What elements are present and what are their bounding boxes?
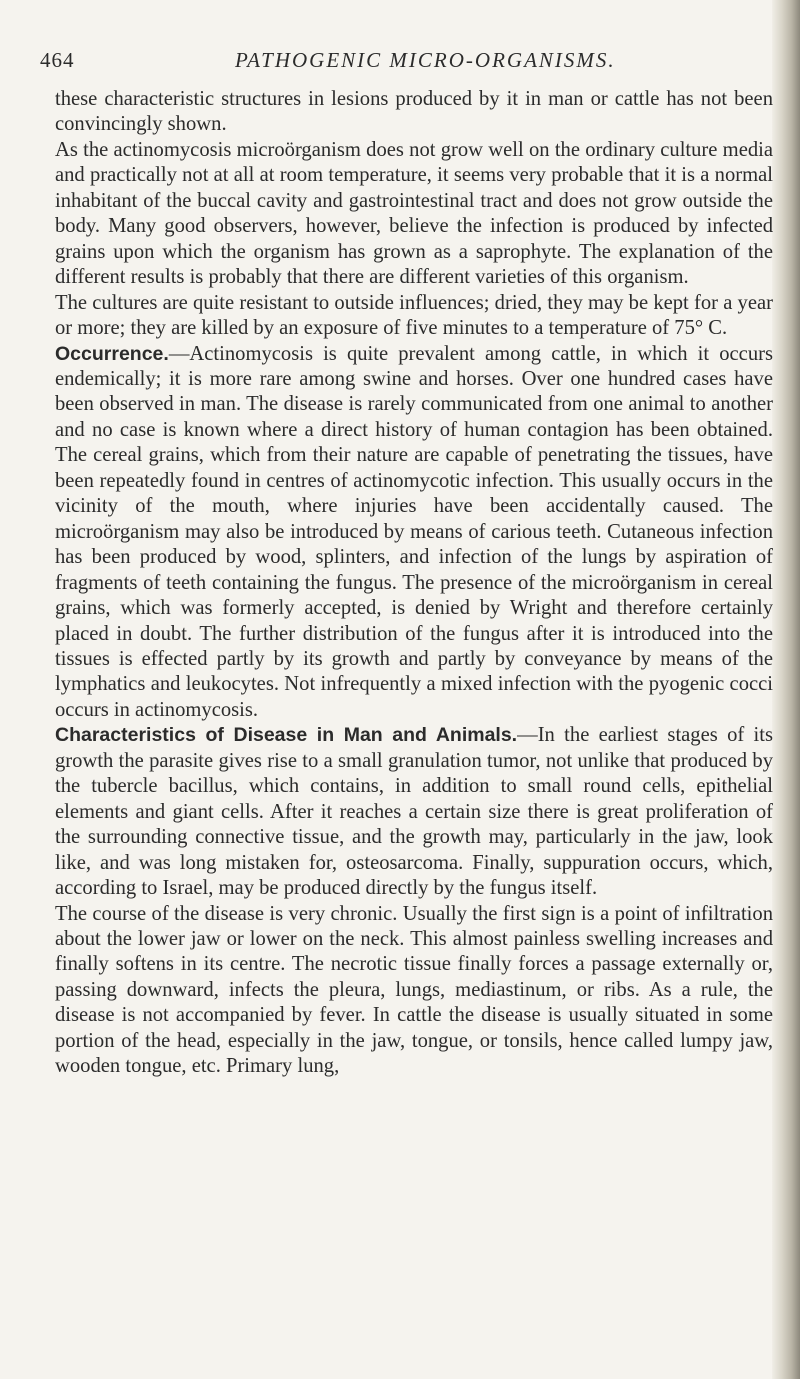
paragraph-text: —Actinomycosis is quite prevalent among cattle, in which it occurs endemically; it is more rare among swine and horses. Over one hundred cases have been observed in man. The disease is rarely communicated from one animal to another and no case is known where a direct history of human contagion has been obtained. The cereal grains, which from their nature are capable of penetrating the tissues, have been repeatedly found in centres of actinomycotic infection. This usually occurs in the vicinity of the mouth, where injuries have been accidentally caused. The microörganism may also be introduced by means of carious teeth. Cutaneous infection has been produced by wood, splinters, and infection of the lungs by aspiration of fragments of teeth containing the fungus. The presence of the microörganism in cereal grains, which was formerly accepted, is denied by Wright and therefore certainly placed in doubt. The further distribution of the fungus after it is introduced into the tissues is effected partly by its growth and partly by conveyance by means of the lymphatics and leukocytes. Not infrequently a mixed infection with the pyogenic cocci occurs in actinomycosis. [55,342,773,721]
section-heading-occurrence: Occurrence. [55,342,169,365]
paragraph [55,87,773,138]
page-number: 464 [40,48,75,72]
paragraph [55,138,773,291]
paragraph-characteristics [55,723,773,901]
paragraph [55,902,773,1080]
paragraph-text: these characteristic structures in lesions produced by it in man or cattle has not been convincingly shown. [55,88,773,136]
running-head-title: PATHOGENIC MICRO-ORGANISMS. [235,48,616,72]
paragraph-occurrence [55,342,773,724]
paragraph-text: The cultures are quite resistant to outside influences; dried, they may be kept for a year or more; they are killed by an exposure of five minutes to a temperature of 75° C. [55,291,773,340]
paragraph [55,291,773,342]
page-binding-edge [772,0,800,1379]
running-head [40,48,740,74]
section-heading-characteristics: Characteristics of Disease in Man and Animals. [55,724,518,747]
body-text [55,87,773,1080]
paragraph-text: The course of the disease is very chronic. Usually the first sign is a point of infiltration about the lower jaw or lower on the neck. This almost painless swelling increases and finally softens in its centre. The necrotic tissue finally forces a passage externally or, passing downward, infects the pleura, lungs, mediastinum, or ribs. As a rule, the disease is not accompanied by fever. In cattle the disease is usually situated in some portion of the head, especially in the jaw, tongue, or tonsils, hence called lumpy jaw, wooden tongue, etc. Primary lung, [55,902,773,1078]
paragraph-text: As the actinomycosis microörganism does not grow well on the ordinary culture media and practically not at all at room temperature, it seems very probable that it is a normal inhabitant of the buccal cavity and gastrointestinal tract and does not grow outside the body. Many good observers, however, believe the infection is produced by infected grains upon which the organism has grown as a saprophyte. The explanation of the different results is probably that there are different varieties of this organism. [55,138,773,289]
paragraph-text: —In the earliest stages of its growth the parasite gives rise to a small granulation tumor, not unlike that produced by the tubercle bacillus, which contains, in addition to small round cells, epithelial elements and giant cells. After it reaches a certain size there is great proliferation of the surrounding connective tissue, and the growth may, particularly in the jaw, look like, and was long mistaken for, osteosarcoma. Finally, suppuration occurs, which, according to Israel, may be produced directly by the fungus itself. [55,724,773,900]
